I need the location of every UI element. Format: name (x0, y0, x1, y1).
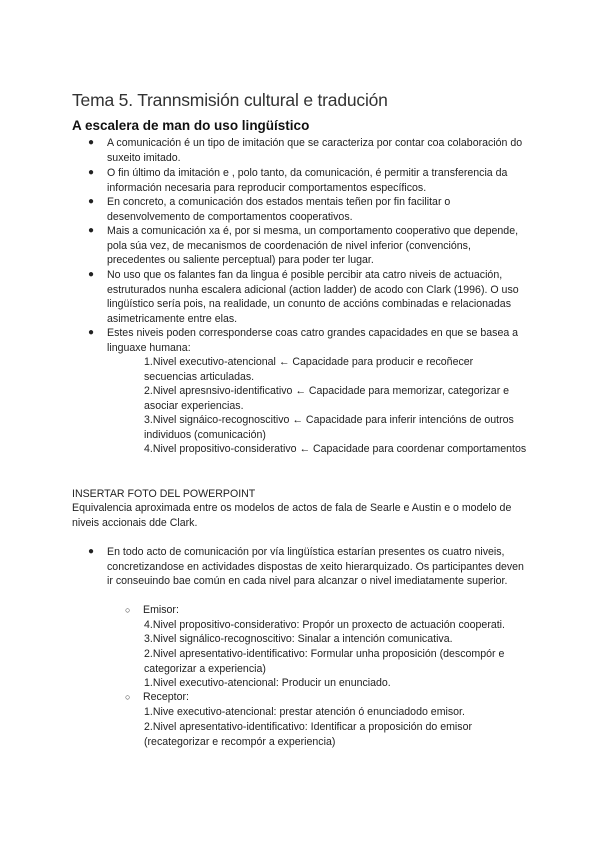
bullet-text: A comunicación é un tipo de imitación que se caracteriza por contar coa colaboración do suxeito imitado. (107, 137, 523, 164)
bullet-dot-icon: ● (88, 167, 95, 178)
bullet-text: En todo acto de comunicación por vía lingüística estarían presentes os cuatro niveis, concretizandose en actividades dispostas de xeito hierarquizado. Os participantes deven ir conseuindo bae común en cada nivel para alcanzar o nivel imediatamente superior. (107, 546, 524, 587)
bullet-text: Mais a comunicación xa é, por si mesma, un comportamento cooperativo que depende, pola súa vez, de mecanismos de coordenación de nivel inferior (convencións, precedentes ou saliente perceptual) para poder ter lugar. (107, 225, 519, 266)
bullet-text: Estes niveis poden corresponderse coas catro grandes capacidades en que se basea a linguaxe humana: (107, 327, 519, 354)
emisor-label: Emisor: (143, 604, 179, 616)
level-item: 1.Nivel executivo-atencional ← Capacidade para producir e recoñecer secuencias articuladas. (144, 356, 474, 383)
receptor-label: Receptor: (143, 691, 189, 703)
emisor-level-2-text: 2.Nivel apresentativo-identificativo: Formular unha proposición (descompór e categorizar a experiencia) (144, 648, 505, 675)
circle-bullet-icon: ○ (125, 605, 131, 615)
level-item: 4.Nivel propositivo-considerativo ← Capacidade para coordenar comportamentos (144, 443, 527, 455)
emisor-level-4: 4.Nivel propositivo-considerativo: Propór un proxecto de actuación cooperati. (144, 619, 505, 631)
receptor-level-2 (72, 720, 532, 749)
bullet-dot-icon: ● (88, 196, 95, 207)
level-item: 3.Nivel signáico-recognoscitivo ← Capacidade para inferir intencións de outros individuos (comunicación) (144, 414, 514, 441)
bullet-text: O fin último da imitación e , polo tanto, da comunicación, é permitir a transferencia da información necesaria para reproducir comportamentos específicos. (107, 167, 508, 194)
emisor-level-3: 3.Nivel signálico-recognoscitivo: Sinalar a intención comunicativa. (144, 633, 453, 645)
equivalence-paragraph: Equivalencia aproximada entre os modelos de actos de fala de Searle e Austin e o modelo de niveis accionais dde Clark. (72, 502, 512, 529)
page-title: Tema 5. Trannsmisión cultural e tradución (72, 90, 388, 110)
bullet-text: No uso que os falantes fan da lingua é posible percibir ata catro niveis de actuación, estruturados nunha escalera adicional (action ladder) de acodo con Clark (1996). O uso lingüístico sería pois, na realidade, un conunto de accións combinadas e relacionadas asimetricamente entre elas. (107, 269, 519, 325)
emisor-level-1: 1.Nivel executivo-atencional: Producir un enunciado. (144, 677, 391, 689)
bullet-dot-icon: ● (88, 327, 95, 338)
section-heading: A escalera de man do uso lingüístico (72, 118, 310, 133)
insert-photo-note: INSERTAR FOTO DEL POWERPOINT (72, 488, 256, 500)
bullet-text: En concreto, a comunicación dos estados mentais teñen por fin facilitar o desenvolvemento de comportamentos cooperativos. (107, 196, 451, 223)
bullet-dot-icon: ● (88, 225, 95, 236)
bullet-dot-icon: ● (88, 269, 95, 280)
level-item: 2.Nivel apresnsivo-identificativo ← Capacidade para memorizar, categorizar e asociar experiencias. (144, 385, 510, 412)
bullet-dot-icon: ● (88, 137, 95, 148)
receptor-level-2-text: 2.Nivel apresentativo-identificativo: Identificar a proposición do emisor (recategorizar e recompór a experiencia) (144, 721, 472, 748)
emisor-level-2 (72, 647, 532, 676)
circle-bullet-icon: ○ (125, 692, 131, 702)
receptor-level-1: 1.Nive executivo-atencional: prestar atención ó enunciadodo emisor. (144, 706, 465, 718)
bullet-dot-icon: ● (88, 546, 95, 557)
